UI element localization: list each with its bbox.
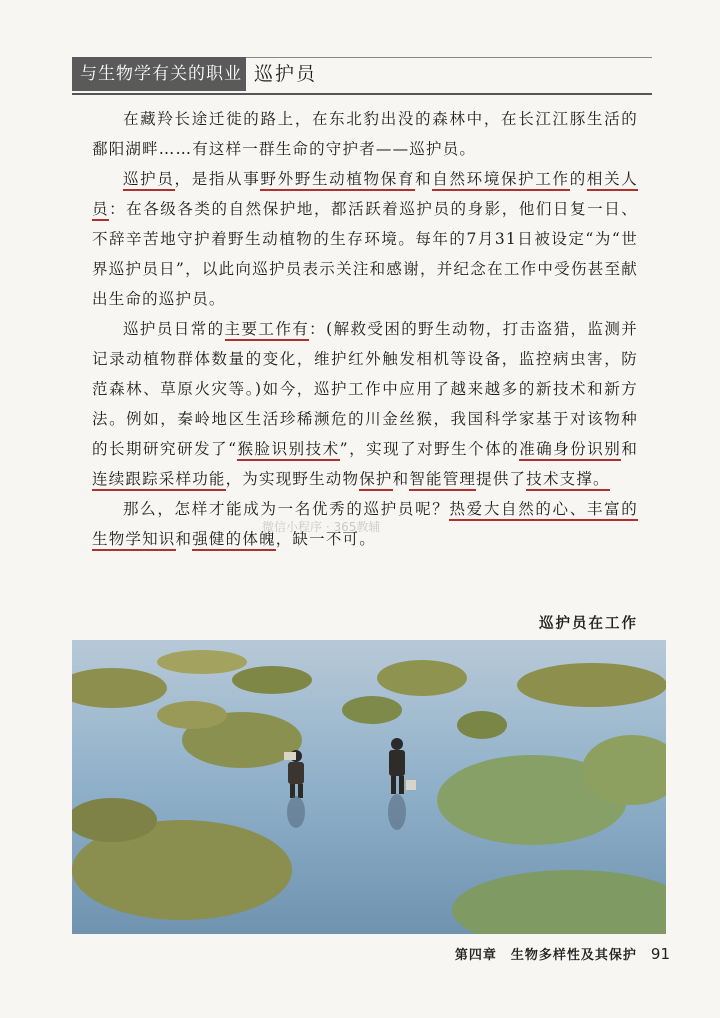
underlined-term: 自然环境保护工作 [432, 170, 569, 191]
underlined-term: 猴脸识别技术 [237, 440, 339, 461]
underlined-term: 智能管理 [409, 470, 476, 491]
section-title: 巡护员 [254, 63, 318, 85]
underlined-term: 连续跟踪采样功能 [92, 470, 226, 491]
text-run: 和 [175, 530, 193, 548]
text-run: 那么，怎样才能成为一名优秀的巡护员呢？ [123, 500, 450, 518]
underlined-term: 保护 [359, 470, 392, 491]
text-run: 提供了 [476, 470, 527, 488]
paragraph-3 [92, 314, 638, 494]
page-footer [380, 944, 670, 963]
underlined-term: 巡护员 [123, 170, 175, 191]
underlined-term: 技术支撑。 [526, 470, 610, 491]
underlined-term: 强健的体魄 [192, 530, 276, 551]
text-run: 和 [415, 170, 433, 188]
paragraph-2 [92, 164, 638, 314]
text-run: ，缺一不可。 [275, 530, 376, 548]
page-number: 91 [650, 945, 670, 963]
text-run: 和 [621, 440, 639, 458]
text-run: ：(解救受困的野生动物，打击盗猎，监测并记录动植物群体数量的变化，维护红外触发相机等设备，监控病虫害，防范森林、草原火灾等。)如今，巡护工作中应用了越来越多的新技术和新方法。例如，秦岭地区生活珍稀濒危的川金丝猴，我国科学家基于对该物种的长期研究研发了“ [92, 320, 638, 458]
underlined-term: 相关人员 [92, 170, 638, 221]
text-run: ”，实现了对野生个体的 [339, 440, 520, 458]
underlined-term: 准确身份识别 [519, 440, 621, 461]
header-rule-bottom [72, 93, 652, 95]
underlined-term: 热爱大自然的心、丰富的生物学知识 [92, 500, 638, 551]
wetland-photo [72, 640, 666, 934]
underlined-term: 主要工作有 [225, 320, 310, 341]
section-header [72, 55, 652, 95]
article-body [92, 104, 638, 554]
section-tag: 与生物学有关的职业 [72, 57, 246, 91]
wetland-illustration [72, 640, 666, 934]
text-run: 巡护员日常的 [123, 320, 225, 338]
text-run: 的 [569, 170, 587, 188]
text-run: ，是指从事 [174, 170, 261, 188]
paragraph-1: 在藏羚长途迁徙的路上，在东北豹出没的森林中，在长江江豚生活的鄱阳湖畔……有这样一群生命的守护者——巡护员。 [92, 110, 638, 158]
text-run: ，为实现野生动物 [225, 470, 360, 488]
watermark-text: 微信小程序 · 365教辅 [262, 520, 381, 534]
underlined-term: 野外野生动植物保育 [260, 170, 415, 191]
photo-caption: 巡护员在工作 [539, 616, 638, 632]
chapter-title: 第四章 生物多样性及其保护 [454, 948, 637, 963]
text-run: ：在各级各类的自然保护地，都活跃着巡护员的身影，他们日复一日、不辞辛苦地守护着野生动植物的生存环境。每年的7月31日被设定“为“世界巡护员日”，以此向巡护员表示关注和感谢，并纪念在工作中受伤甚至献出生命的巡护员。 [92, 200, 639, 308]
text-run: 和 [392, 470, 410, 488]
